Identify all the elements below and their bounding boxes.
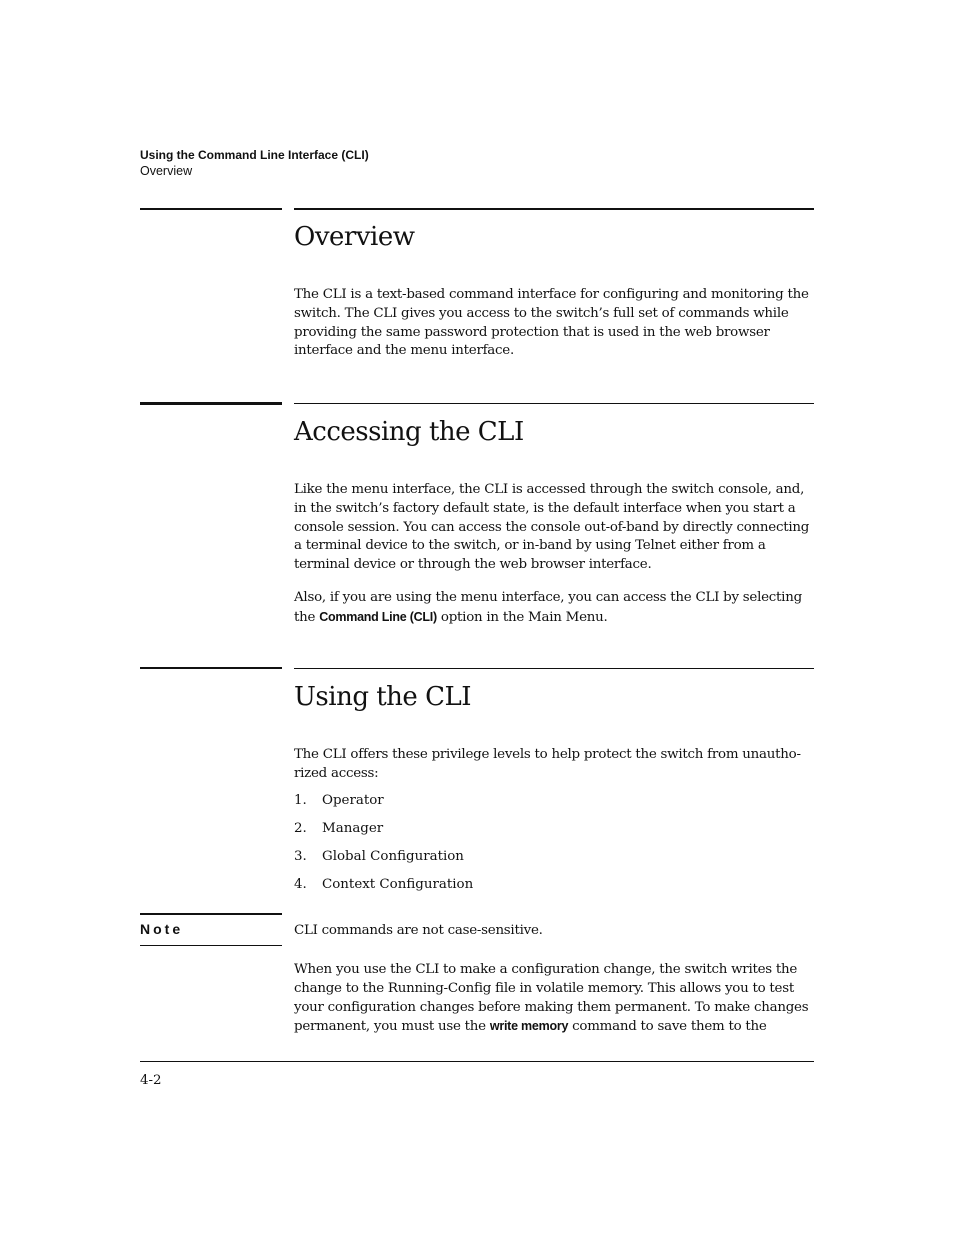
- list-label: Global Configuration: [322, 849, 464, 864]
- left-section-rule: [140, 208, 282, 210]
- overview-paragraph: The CLI is a text-based command interface for configuring and monitoring the switch. The CLI gives you access to the switch’s full set of commands while providing the same password protection that is used in the web browser interface and the menu interface.: [294, 287, 809, 359]
- footer-rule: [140, 1061, 814, 1062]
- list-item: [294, 849, 464, 864]
- note-bottom-rule: [140, 945, 282, 946]
- list-item: [294, 793, 384, 808]
- accessing-paragraph: Like the menu interface, the CLI is accessed through the switch console, and, in the switch’s factory default state, is the default interface when you start a console session. You can access the console out-of-band by directly connecting a terminal device to the switch, or in-band by using Telnet either from a terminal device or through the web browser interface.: [294, 482, 810, 573]
- using-heading: Using the CLI: [294, 682, 471, 712]
- running-header-chapter: Using the Command Line Interface (CLI): [140, 148, 369, 162]
- left-section-rule: [140, 402, 282, 405]
- text-run: option in the Main Menu.: [436, 609, 608, 625]
- list-number: 2.: [294, 821, 307, 836]
- list-number: 4.: [294, 877, 307, 892]
- menu-option-name: Command Line (CLI): [319, 609, 437, 624]
- text-run: When you use the CLI to make a configuration change, the switch writes the change to the Running-Config file in volatile memory. This allows you to test your configuration changes before making them permanent. To make changes permanent, you must use the: [294, 962, 809, 1035]
- section-rule: [294, 403, 814, 404]
- left-section-rule: [140, 667, 282, 669]
- section-rule: [294, 668, 814, 669]
- list-label: Context Configuration: [322, 877, 474, 892]
- list-number: 3.: [294, 849, 307, 864]
- list-item: [294, 821, 383, 836]
- text-run: Also, if you are using the menu interface, you can access the CLI by selecting the: [294, 590, 802, 625]
- note-top-rule: [140, 913, 282, 915]
- overview-heading: Overview: [294, 222, 415, 252]
- accessing-paragraph-2: [294, 589, 814, 628]
- list-number: 1.: [294, 793, 307, 808]
- accessing-heading: Accessing the CLI: [294, 417, 524, 447]
- section-rule: [294, 208, 814, 210]
- page-number: 4-2: [140, 1073, 162, 1088]
- running-header-section: Overview: [140, 164, 193, 178]
- text-run: command to save them to the: [568, 1019, 767, 1035]
- list-label: Manager: [322, 821, 384, 836]
- using-intro-paragraph: The CLI offers these privilege levels to help protect the switch from unautho-rized access:: [294, 747, 801, 781]
- list-label: Operator: [322, 793, 384, 808]
- note-text: CLI commands are not case-sensitive.: [294, 923, 543, 938]
- command-name: write memory: [489, 1019, 569, 1034]
- note-label: Note: [140, 921, 184, 937]
- list-item: [294, 877, 473, 892]
- using-paragraph: [294, 961, 814, 1037]
